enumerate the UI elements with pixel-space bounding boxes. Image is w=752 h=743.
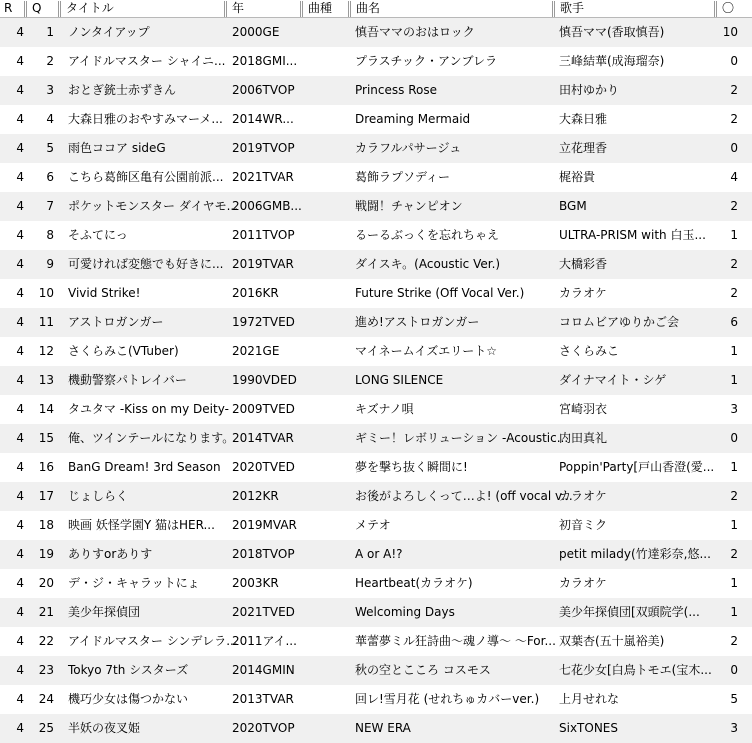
cell-genre[interactable] bbox=[306, 337, 344, 366]
table-row[interactable] bbox=[0, 308, 752, 337]
cell-title[interactable]: 大森日雅のおやすみマーメ... bbox=[68, 112, 223, 126]
column-resize-handle[interactable] bbox=[224, 1, 227, 17]
cell-title[interactable]: 機動警察パトレイバー bbox=[68, 373, 187, 387]
table-row[interactable] bbox=[0, 18, 752, 47]
cell-count[interactable]: 1 bbox=[730, 460, 738, 474]
cell-title[interactable]: ポケットモンスター ダイヤモ... bbox=[68, 199, 239, 213]
cell-year[interactable]: 2012KR bbox=[232, 489, 279, 503]
cell-r[interactable]: 4 bbox=[16, 692, 24, 706]
column-header-r[interactable]: R bbox=[4, 1, 13, 15]
cell-genre[interactable] bbox=[306, 134, 344, 163]
cell-count[interactable]: 4 bbox=[730, 170, 738, 184]
table-row[interactable] bbox=[0, 279, 752, 308]
cell-artist[interactable]: 三峰結華(成海瑠奈) bbox=[559, 54, 665, 68]
column-header-genre[interactable]: 曲種 bbox=[308, 1, 333, 15]
cell-title[interactable]: BanG Dream! 3rd Season bbox=[68, 460, 221, 474]
cell-count[interactable]: 1 bbox=[730, 344, 738, 358]
cell-q[interactable]: 15 bbox=[38, 431, 54, 445]
cell-artist[interactable]: Poppin'Party[戸山香澄(愛... bbox=[559, 460, 715, 474]
cell-count[interactable]: 0 bbox=[730, 54, 738, 68]
cell-year[interactable]: 2021TVAR bbox=[232, 170, 294, 184]
cell-genre[interactable] bbox=[306, 279, 344, 308]
table-row[interactable] bbox=[0, 163, 752, 192]
cell-title[interactable]: 映画 妖怪学園Y 猫はHER... bbox=[68, 518, 215, 532]
cell-song[interactable]: 葛飾ラプソディー bbox=[355, 170, 451, 184]
cell-q[interactable]: 22 bbox=[38, 634, 54, 648]
cell-r[interactable]: 4 bbox=[16, 634, 24, 648]
cell-genre[interactable] bbox=[306, 540, 344, 569]
cell-title[interactable]: おとぎ銃士赤ずきん bbox=[68, 83, 177, 97]
grid-body bbox=[0, 18, 752, 743]
cell-r[interactable]: 4 bbox=[16, 402, 24, 416]
cell-q[interactable]: 16 bbox=[38, 460, 54, 474]
cell-artist[interactable]: 慎吾ママ(香取慎吾) bbox=[559, 25, 665, 39]
cell-q[interactable]: 25 bbox=[38, 721, 54, 735]
cell-r[interactable]: 4 bbox=[16, 141, 24, 155]
cell-q[interactable]: 18 bbox=[38, 518, 54, 532]
cell-year[interactable]: 2014WR... bbox=[232, 112, 294, 126]
cell-artist[interactable]: 立花理香 bbox=[559, 141, 608, 155]
cell-year[interactable]: 2009TVED bbox=[232, 402, 295, 416]
cell-artist[interactable]: 内田真礼 bbox=[559, 431, 608, 445]
cell-r[interactable]: 4 bbox=[16, 83, 24, 97]
cell-count[interactable]: 2 bbox=[730, 489, 738, 503]
cell-q[interactable]: 20 bbox=[38, 576, 54, 590]
cell-genre[interactable] bbox=[306, 511, 344, 540]
cell-genre[interactable] bbox=[306, 714, 344, 743]
cell-title[interactable]: こちら葛飾区亀有公園前派... bbox=[68, 170, 224, 184]
cell-genre[interactable] bbox=[306, 598, 344, 627]
cell-artist[interactable]: 上月せれな bbox=[559, 692, 620, 706]
cell-song[interactable]: お後がよろしくって…よ! (off vocal v... bbox=[355, 489, 573, 503]
cell-r[interactable]: 4 bbox=[16, 286, 24, 300]
cell-year[interactable]: 2021GE bbox=[232, 344, 280, 358]
table-row[interactable] bbox=[0, 134, 752, 163]
table-row[interactable] bbox=[0, 366, 752, 395]
cell-genre[interactable] bbox=[306, 453, 344, 482]
cell-title[interactable]: Vivid Strike! bbox=[68, 286, 141, 300]
table-row[interactable] bbox=[0, 685, 752, 714]
cell-r[interactable]: 4 bbox=[16, 721, 24, 735]
cell-count[interactable]: 0 bbox=[730, 141, 738, 155]
cell-genre[interactable] bbox=[306, 18, 344, 47]
table-row[interactable] bbox=[0, 511, 752, 540]
cell-q[interactable]: 14 bbox=[38, 402, 54, 416]
cell-title[interactable]: アストロガンガー bbox=[68, 315, 164, 329]
cell-artist[interactable]: カラオケ bbox=[559, 489, 607, 503]
cell-title[interactable]: 機巧少女は傷つかない bbox=[68, 692, 189, 706]
cell-song[interactable]: 夢を撃ち抜く瞬間に! bbox=[355, 460, 468, 474]
cell-song[interactable]: LONG SILENCE bbox=[355, 373, 444, 387]
cell-title[interactable]: Tokyo 7th シスターズ bbox=[68, 663, 189, 677]
cell-title[interactable]: デ・ジ・キャラットにょ bbox=[68, 576, 200, 590]
cell-artist[interactable]: 梶裕貴 bbox=[559, 170, 596, 184]
table-row[interactable] bbox=[0, 337, 752, 366]
cell-year[interactable]: 2020TVOP bbox=[232, 721, 295, 735]
cell-q[interactable]: 1 bbox=[46, 25, 54, 39]
cell-count[interactable]: 1 bbox=[730, 373, 738, 387]
cell-q[interactable]: 12 bbox=[38, 344, 54, 358]
cell-year[interactable]: 2018GMI... bbox=[232, 54, 298, 68]
cell-song[interactable]: プラスチック・アンブレラ bbox=[355, 54, 498, 68]
cell-song[interactable]: メテオ bbox=[355, 518, 391, 532]
cell-song[interactable]: Princess Rose bbox=[355, 83, 437, 97]
cell-r[interactable]: 4 bbox=[16, 460, 24, 474]
cell-q[interactable]: 17 bbox=[38, 489, 54, 503]
cell-year[interactable]: 2019MVAR bbox=[232, 518, 297, 532]
column-header-year[interactable]: 年 bbox=[232, 1, 245, 15]
cell-count[interactable]: 1 bbox=[730, 518, 738, 532]
cell-song[interactable]: 秋の空とこころ コスモス bbox=[355, 663, 491, 677]
cell-song[interactable]: Future Strike (Off Vocal Ver.) bbox=[355, 286, 525, 300]
cell-q[interactable]: 19 bbox=[38, 547, 54, 561]
cell-genre[interactable] bbox=[306, 105, 344, 134]
cell-year[interactable]: 2000GE bbox=[232, 25, 280, 39]
cell-count[interactable]: 6 bbox=[730, 315, 738, 329]
cell-count[interactable]: 5 bbox=[730, 692, 738, 706]
cell-title[interactable]: 可愛ければ変態でも好きに... bbox=[68, 257, 224, 271]
cell-genre[interactable] bbox=[306, 163, 344, 192]
cell-count[interactable]: 3 bbox=[730, 721, 738, 735]
table-row[interactable] bbox=[0, 627, 752, 656]
cell-artist[interactable]: BGM bbox=[559, 199, 587, 213]
cell-q[interactable]: 3 bbox=[46, 83, 54, 97]
cell-r[interactable]: 4 bbox=[16, 344, 24, 358]
cell-song[interactable]: Dreaming Mermaid bbox=[355, 112, 471, 126]
cell-q[interactable]: 10 bbox=[38, 286, 54, 300]
cell-genre[interactable] bbox=[306, 308, 344, 337]
column-resize-handle[interactable] bbox=[348, 1, 351, 17]
cell-year[interactable]: 2014GMIN bbox=[232, 663, 295, 677]
cell-count[interactable]: 1 bbox=[730, 605, 738, 619]
cell-song[interactable]: カラフルパサージュ bbox=[355, 141, 462, 155]
table-row[interactable] bbox=[0, 540, 752, 569]
cell-r[interactable]: 4 bbox=[16, 257, 24, 271]
cell-artist[interactable]: 大橋彩香 bbox=[559, 257, 608, 271]
cell-artist[interactable]: petit milady(竹達彩奈,悠... bbox=[559, 547, 711, 561]
cell-song[interactable]: ギミー！レボリューション -Acoustic... bbox=[355, 431, 569, 445]
table-row[interactable] bbox=[0, 47, 752, 76]
cell-year[interactable]: 2006TVOP bbox=[232, 83, 295, 97]
cell-r[interactable]: 4 bbox=[16, 112, 24, 126]
cell-year[interactable]: 2003KR bbox=[232, 576, 279, 590]
cell-year[interactable]: 2021TVED bbox=[232, 605, 295, 619]
cell-genre[interactable] bbox=[306, 47, 344, 76]
cell-genre[interactable] bbox=[306, 482, 344, 511]
cell-genre[interactable] bbox=[306, 76, 344, 105]
cell-title[interactable]: 半妖の夜叉姫 bbox=[68, 721, 141, 735]
cell-q[interactable]: 8 bbox=[46, 228, 54, 242]
table-row[interactable] bbox=[0, 714, 752, 743]
cell-count[interactable]: 2 bbox=[730, 257, 738, 271]
cell-count[interactable]: 2 bbox=[730, 83, 738, 97]
cell-artist[interactable]: 双葉杏(五十嵐裕美) bbox=[559, 634, 665, 648]
cell-title[interactable]: さくらみこ(VTuber) bbox=[68, 344, 179, 358]
column-resize-handle[interactable] bbox=[24, 1, 27, 17]
cell-genre[interactable] bbox=[306, 366, 344, 395]
cell-genre[interactable] bbox=[306, 685, 344, 714]
cell-genre[interactable] bbox=[306, 424, 344, 453]
cell-title[interactable]: 美少年探偵団 bbox=[68, 605, 141, 619]
cell-title[interactable]: 雨色ココア sideG bbox=[68, 141, 166, 155]
cell-r[interactable]: 4 bbox=[16, 605, 24, 619]
column-resize-handle[interactable] bbox=[552, 1, 555, 17]
cell-r[interactable]: 4 bbox=[16, 518, 24, 532]
table-row[interactable] bbox=[0, 76, 752, 105]
cell-count[interactable]: 2 bbox=[730, 634, 738, 648]
cell-title[interactable]: ありすorありす bbox=[68, 547, 153, 561]
column-header-count[interactable]: 〇 bbox=[722, 1, 735, 15]
column-resize-handle[interactable] bbox=[58, 1, 61, 17]
cell-year[interactable]: 1990VDED bbox=[232, 373, 297, 387]
table-row[interactable] bbox=[0, 221, 752, 250]
cell-song[interactable]: 戦闘！チャンピオン bbox=[355, 199, 463, 213]
cell-q[interactable]: 2 bbox=[46, 54, 54, 68]
cell-song[interactable]: 華蕾夢ミル狂詩曲～魂ノ導～ ～For... bbox=[355, 634, 556, 648]
cell-year[interactable]: 2013TVAR bbox=[232, 692, 294, 706]
cell-q[interactable]: 5 bbox=[46, 141, 54, 155]
cell-year[interactable]: 2020TVED bbox=[232, 460, 295, 474]
cell-title[interactable]: じょしらく bbox=[68, 489, 129, 503]
column-header-title[interactable]: タイトル bbox=[66, 1, 114, 15]
cell-artist[interactable]: さくらみこ bbox=[559, 344, 620, 358]
cell-r[interactable]: 4 bbox=[16, 199, 24, 213]
cell-count[interactable]: 0 bbox=[730, 431, 738, 445]
cell-r[interactable]: 4 bbox=[16, 228, 24, 242]
cell-title[interactable]: ノンタイアップ bbox=[68, 25, 150, 39]
cell-r[interactable]: 4 bbox=[16, 431, 24, 445]
cell-q[interactable]: 21 bbox=[38, 605, 54, 619]
cell-r[interactable]: 4 bbox=[16, 489, 24, 503]
cell-artist[interactable]: 大森日雅 bbox=[559, 112, 608, 126]
cell-year[interactable]: 2011TVOP bbox=[232, 228, 295, 242]
cell-artist[interactable]: ULTRA-PRISM with 白玉... bbox=[559, 228, 706, 242]
cell-title[interactable]: アイドルマスター シンデレラ... bbox=[68, 634, 238, 648]
table-row[interactable] bbox=[0, 424, 752, 453]
cell-song[interactable]: マイネームイズエリート☆ bbox=[355, 344, 498, 358]
cell-song[interactable]: 進め!アストロガンガー bbox=[355, 315, 480, 329]
cell-year[interactable]: 2016KR bbox=[232, 286, 279, 300]
cell-song[interactable]: 回レ!雪月花 (せれちゅカバーver.) bbox=[355, 692, 540, 706]
cell-r[interactable]: 4 bbox=[16, 373, 24, 387]
cell-count[interactable]: 0 bbox=[730, 663, 738, 677]
cell-song[interactable]: ダイスキ。(Acoustic Ver.) bbox=[355, 257, 501, 271]
cell-song[interactable]: キズナノ唄 bbox=[355, 402, 414, 416]
cell-artist[interactable]: 美少年探偵団[双頭院学(... bbox=[559, 605, 700, 619]
cell-q[interactable]: 11 bbox=[38, 315, 54, 329]
cell-r[interactable]: 4 bbox=[16, 576, 24, 590]
table-row[interactable] bbox=[0, 453, 752, 482]
cell-song[interactable]: A or A!? bbox=[355, 547, 403, 561]
cell-count[interactable]: 2 bbox=[730, 286, 738, 300]
cell-count[interactable]: 1 bbox=[730, 228, 738, 242]
table-row[interactable] bbox=[0, 395, 752, 424]
table-row[interactable] bbox=[0, 250, 752, 279]
cell-artist[interactable]: 田村ゆかり bbox=[559, 83, 620, 97]
cell-r[interactable]: 4 bbox=[16, 25, 24, 39]
cell-artist[interactable]: 七花少女[白鳥トモエ(宝木... bbox=[559, 663, 712, 677]
cell-genre[interactable] bbox=[306, 569, 344, 598]
cell-q[interactable]: 6 bbox=[46, 170, 54, 184]
cell-year[interactable]: 2006GMB... bbox=[232, 199, 302, 213]
cell-r[interactable]: 4 bbox=[16, 547, 24, 561]
cell-count[interactable]: 3 bbox=[730, 402, 738, 416]
table-row[interactable] bbox=[0, 105, 752, 134]
cell-genre[interactable] bbox=[306, 395, 344, 424]
cell-r[interactable]: 4 bbox=[16, 315, 24, 329]
column-resize-handle[interactable] bbox=[300, 1, 303, 17]
cell-count[interactable]: 10 bbox=[722, 25, 738, 39]
cell-song[interactable]: るーるぶっくを忘れちゃえ bbox=[355, 228, 500, 242]
column-header-artist[interactable]: 歌手 bbox=[560, 1, 585, 15]
cell-song[interactable]: Heartbeat(カラオケ) bbox=[355, 576, 473, 590]
cell-genre[interactable] bbox=[306, 250, 344, 279]
column-header-song[interactable]: 曲名 bbox=[356, 1, 381, 15]
cell-count[interactable]: 2 bbox=[730, 112, 738, 126]
cell-r[interactable]: 4 bbox=[16, 54, 24, 68]
cell-year[interactable]: 2019TVOP bbox=[232, 141, 295, 155]
cell-artist[interactable]: コロムビアゆりかご会 bbox=[559, 315, 680, 329]
cell-title[interactable]: そふてにっ bbox=[68, 228, 128, 242]
cell-genre[interactable] bbox=[306, 656, 344, 685]
cell-artist[interactable]: SixTONES bbox=[559, 721, 619, 735]
table-row[interactable] bbox=[0, 482, 752, 511]
cell-title[interactable]: 俺、ツインテールになります。 bbox=[68, 431, 235, 445]
cell-artist[interactable]: ダイナマイト・シゲ bbox=[559, 373, 667, 387]
cell-artist[interactable]: 宮崎羽衣 bbox=[559, 402, 608, 416]
cell-song[interactable]: Welcoming Days bbox=[355, 605, 455, 619]
cell-count[interactable]: 2 bbox=[730, 199, 738, 213]
cell-genre[interactable] bbox=[306, 627, 344, 656]
cell-r[interactable]: 4 bbox=[16, 170, 24, 184]
cell-q[interactable]: 24 bbox=[38, 692, 54, 706]
cell-count[interactable]: 2 bbox=[730, 547, 738, 561]
table-row[interactable] bbox=[0, 569, 752, 598]
cell-artist[interactable]: 初音ミク bbox=[559, 518, 608, 532]
cell-year[interactable]: 2019TVAR bbox=[232, 257, 294, 271]
cell-q[interactable]: 13 bbox=[38, 373, 54, 387]
cell-song[interactable]: NEW ERA bbox=[355, 721, 411, 735]
column-header-q[interactable]: Q bbox=[32, 1, 42, 15]
cell-year[interactable]: 2011アイ... bbox=[232, 634, 297, 648]
table-row[interactable] bbox=[0, 656, 752, 685]
table-row[interactable] bbox=[0, 598, 752, 627]
cell-year[interactable]: 2018TVOP bbox=[232, 547, 295, 561]
cell-year[interactable]: 2014TVAR bbox=[232, 431, 294, 445]
cell-artist[interactable]: カラオケ bbox=[559, 576, 607, 590]
cell-artist[interactable]: カラオケ bbox=[559, 286, 607, 300]
column-resize-handle[interactable] bbox=[714, 1, 717, 17]
cell-count[interactable]: 1 bbox=[730, 576, 738, 590]
cell-title[interactable]: アイドルマスター シャイニ... bbox=[68, 54, 226, 68]
cell-q[interactable]: 4 bbox=[46, 112, 54, 126]
cell-year[interactable]: 1972TVED bbox=[232, 315, 295, 329]
cell-q[interactable]: 23 bbox=[38, 663, 54, 677]
cell-r[interactable]: 4 bbox=[16, 663, 24, 677]
grid-header bbox=[0, 0, 752, 18]
cell-q[interactable]: 9 bbox=[46, 257, 54, 271]
cell-q[interactable]: 7 bbox=[46, 199, 54, 213]
cell-genre[interactable] bbox=[306, 221, 344, 250]
cell-song[interactable]: 慎吾ママのおはロック bbox=[355, 25, 475, 39]
cell-genre[interactable] bbox=[306, 192, 344, 221]
cell-title[interactable]: タユタマ -Kiss on my Deity- bbox=[68, 402, 229, 416]
table-row[interactable] bbox=[0, 192, 752, 221]
